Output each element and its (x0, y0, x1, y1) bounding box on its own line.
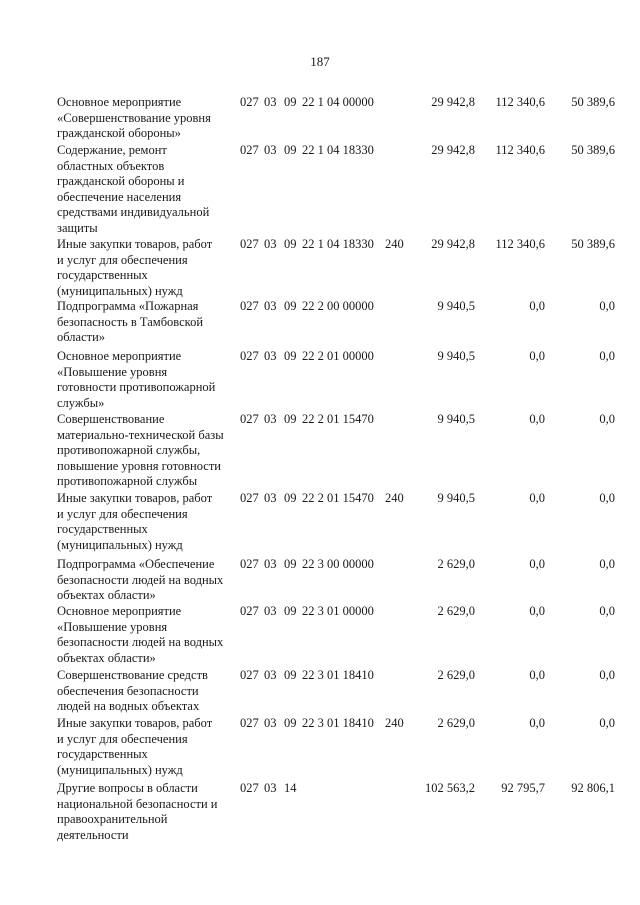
amount-year-2: 112 340,6 (495, 237, 545, 251)
target-article-code: 22 1 04 00000 (302, 95, 374, 109)
row-name-line: области» (57, 330, 106, 345)
amount-year-1: 2 629,0 (437, 716, 475, 730)
row-name-line: и услуг для обеспечения (57, 731, 188, 746)
row-name-line: (муниципальных) нужд (57, 762, 183, 777)
subsection-code: 09 (284, 716, 297, 730)
target-article-code: 22 3 01 18410 (302, 668, 374, 682)
row-name-line: службы» (57, 395, 105, 410)
row-name-line: Совершенствование (57, 412, 165, 426)
amount-year-3: 0,0 (599, 716, 615, 730)
amount-year-2: 0,0 (529, 299, 545, 313)
table-row (0, 557, 640, 603)
amount-year-2: 0,0 (529, 349, 545, 363)
section-code: 03 (264, 95, 277, 109)
amount-year-1: 29 942,8 (431, 143, 475, 157)
table-row (0, 237, 640, 298)
grbs-code: 027 (240, 491, 259, 505)
table-row (0, 781, 640, 842)
section-code: 03 (264, 604, 277, 618)
grbs-code: 027 (240, 143, 259, 157)
amount-year-2: 0,0 (529, 604, 545, 618)
row-name-line: Иные закупки товаров, работ (57, 716, 213, 730)
amount-year-2: 0,0 (529, 491, 545, 505)
row-name-line: безопасности людей на водных (57, 635, 224, 650)
row-name (57, 95, 242, 142)
target-article-code: 22 3 01 18410 (302, 716, 374, 730)
amount-year-3: 0,0 (599, 349, 615, 363)
amount-year-2: 0,0 (529, 557, 545, 571)
amount-year-2: 0,0 (529, 716, 545, 730)
row-name-line: «Повышение уровня (57, 364, 168, 379)
target-article-code: 22 1 04 18330 (302, 143, 374, 157)
subsection-code: 09 (284, 143, 297, 157)
amount-year-2: 92 795,7 (501, 781, 545, 795)
target-article-code: 22 1 04 18330 (302, 237, 374, 251)
row-name-line: Иные закупки товаров, работ (57, 237, 213, 251)
amount-year-3: 0,0 (599, 299, 615, 313)
row-name-line: гражданской обороны и (57, 174, 185, 189)
amount-year-1: 2 629,0 (437, 668, 475, 682)
row-name-line: Подпрограмма «Обеспечение (57, 557, 215, 571)
amount-year-1: 2 629,0 (437, 604, 475, 618)
table-row (0, 412, 640, 489)
grbs-code: 027 (240, 237, 259, 251)
row-name-line: правоохранительной (57, 812, 168, 827)
expense-type-code: 240 (385, 716, 404, 730)
subsection-code: 09 (284, 95, 297, 109)
amount-year-1: 29 942,8 (431, 237, 475, 251)
row-name-line: обеспечение населения (57, 189, 182, 204)
target-article-code: 22 2 01 15470 (302, 491, 374, 505)
row-name-line: государственных (57, 747, 148, 762)
grbs-code: 027 (240, 412, 259, 426)
row-name (57, 557, 242, 604)
row-name-line: Основное мероприятие (57, 349, 182, 363)
row-name-line: повышение уровня готовности (57, 458, 221, 473)
row-name-line: безопасности людей на водных (57, 572, 224, 587)
row-name (57, 143, 242, 237)
section-code: 03 (264, 716, 277, 730)
section-code: 03 (264, 412, 277, 426)
grbs-code: 027 (240, 781, 259, 795)
grbs-code: 027 (240, 95, 259, 109)
row-name-line: «Совершенствование уровня (57, 110, 211, 125)
section-code: 03 (264, 668, 277, 682)
row-name-line: и услуг для обеспечения (57, 252, 188, 267)
table-row (0, 668, 640, 714)
amount-year-1: 2 629,0 (437, 557, 475, 571)
grbs-code: 027 (240, 668, 259, 682)
row-name-line: людей на водных объектах (57, 699, 200, 714)
target-article-code: 22 3 01 00000 (302, 604, 374, 618)
subsection-code: 09 (284, 412, 297, 426)
row-name-line: (муниципальных) нужд (57, 537, 183, 552)
amount-year-3: 0,0 (599, 668, 615, 682)
grbs-code: 027 (240, 299, 259, 313)
amount-year-1: 29 942,8 (431, 95, 475, 109)
row-name (57, 668, 242, 715)
section-code: 03 (264, 557, 277, 571)
row-name-line: Подпрограмма «Пожарная (57, 299, 199, 313)
table-row (0, 143, 640, 235)
amount-year-2: 0,0 (529, 668, 545, 682)
row-name (57, 491, 242, 553)
page-number: 187 (310, 54, 330, 69)
row-name (57, 349, 242, 411)
row-name-line: Совершенствование средств (57, 668, 208, 682)
amount-year-1: 102 563,2 (425, 781, 475, 795)
amount-year-3: 50 389,6 (571, 143, 615, 157)
grbs-code: 027 (240, 557, 259, 571)
expense-type-code: 240 (385, 491, 404, 505)
row-name-line: «Повышение уровня (57, 619, 168, 634)
amount-year-3: 92 806,1 (571, 781, 615, 795)
row-name (57, 299, 242, 346)
amount-year-1: 9 940,5 (437, 299, 475, 313)
subsection-code: 09 (284, 557, 297, 571)
row-name (57, 412, 242, 490)
row-name-line: и услуг для обеспечения (57, 506, 188, 521)
row-name-line: национальной безопасности и (57, 796, 218, 811)
row-name-line: Основное мероприятие (57, 604, 182, 618)
row-name-line: Основное мероприятие (57, 95, 182, 109)
subsection-code: 09 (284, 668, 297, 682)
row-name (57, 716, 242, 778)
row-name-line: Иные закупки товаров, работ (57, 491, 213, 505)
row-name-line: государственных (57, 268, 148, 283)
amount-year-3: 0,0 (599, 412, 615, 426)
subsection-code: 09 (284, 237, 297, 251)
amount-year-2: 0,0 (529, 412, 545, 426)
row-name-line: деятельности (57, 827, 129, 842)
amount-year-3: 50 389,6 (571, 95, 615, 109)
subsection-code: 09 (284, 604, 297, 618)
row-name (57, 781, 242, 843)
row-name-line: гражданской обороны» (57, 126, 181, 141)
grbs-code: 027 (240, 349, 259, 363)
row-name-line: обеспечения безопасности (57, 683, 199, 698)
row-name (57, 237, 242, 299)
table-row (0, 95, 640, 141)
row-name-line: областных объектов (57, 158, 165, 173)
section-code: 03 (264, 781, 277, 795)
grbs-code: 027 (240, 716, 259, 730)
amount-year-1: 9 940,5 (437, 412, 475, 426)
row-name-line: (муниципальных) нужд (57, 283, 183, 298)
amount-year-2: 112 340,6 (495, 143, 545, 157)
table-row (0, 604, 640, 665)
section-code: 03 (264, 491, 277, 505)
amount-year-1: 9 940,5 (437, 491, 475, 505)
target-article-code: 22 2 01 00000 (302, 349, 374, 363)
subsection-code: 09 (284, 491, 297, 505)
row-name-line: безопасность в Тамбовской (57, 314, 204, 329)
amount-year-3: 0,0 (599, 557, 615, 571)
table-row (0, 349, 640, 410)
row-name-line: защиты (57, 220, 98, 235)
row-name-line: объектах области» (57, 650, 156, 665)
subsection-code: 09 (284, 299, 297, 313)
row-name-line: материально-технической базы (57, 427, 224, 442)
target-article-code: 22 2 01 15470 (302, 412, 374, 426)
amount-year-1: 9 940,5 (437, 349, 475, 363)
section-code: 03 (264, 299, 277, 313)
row-name-line: объектах области» (57, 588, 156, 603)
table-row (0, 716, 640, 777)
amount-year-3: 0,0 (599, 604, 615, 618)
section-code: 03 (264, 237, 277, 251)
target-article-code: 22 2 00 00000 (302, 299, 374, 313)
amount-year-3: 0,0 (599, 491, 615, 505)
amount-year-2: 112 340,6 (495, 95, 545, 109)
subsection-code: 09 (284, 349, 297, 363)
row-name-line: противопожарной службы (57, 474, 198, 489)
row-name-line: средствами индивидуальной (57, 205, 210, 220)
table-row (0, 491, 640, 552)
row-name-line: Содержание, ремонт (57, 143, 167, 157)
expense-type-code: 240 (385, 237, 404, 251)
grbs-code: 027 (240, 604, 259, 618)
section-code: 03 (264, 349, 277, 363)
row-name-line: государственных (57, 522, 148, 537)
table-row (0, 299, 640, 345)
row-name-line: Другие вопросы в области (57, 781, 198, 795)
target-article-code: 22 3 00 00000 (302, 557, 374, 571)
section-code: 03 (264, 143, 277, 157)
row-name (57, 604, 242, 666)
amount-year-3: 50 389,6 (571, 237, 615, 251)
row-name-line: готовности противопожарной (57, 380, 216, 395)
row-name-line: противопожарной службы, (57, 443, 201, 458)
subsection-code: 14 (284, 781, 297, 795)
